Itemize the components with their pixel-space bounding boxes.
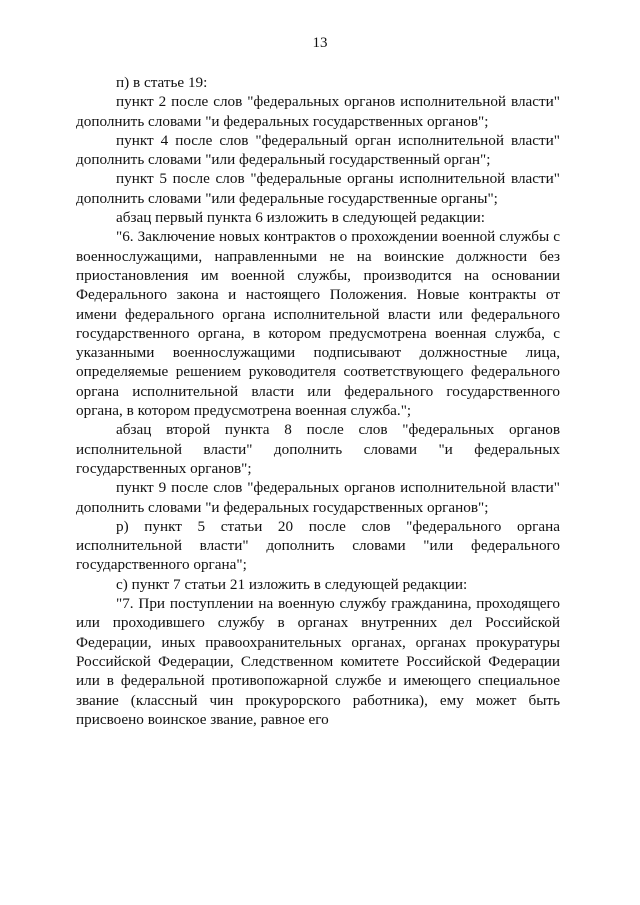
paragraph-point-7-text: "7. При поступлении на военную службу гражданина, проходящего или проходившего службу в органах внутренних дел Российской Федерации, иных правоохранительных органах, органах прокуратуры Российской Федерации, Следственном комитете Российской Федерации или в федеральной противопожарной службе и имеющего специальное звание (классный чин прокурорского работника), ему может быть присвоено воинское звание, равное его — [76, 595, 560, 728]
document-body — [76, 73, 560, 729]
paragraph-point-2: пункт 2 после слов "федеральных органов исполнительной власти" дополнить словами "и федеральных государственных органов"; — [76, 93, 560, 130]
paragraph-point-5: пункт 5 после слов "федеральные органы исполнительной власти" дополнить словами "или федеральные государственные органы"; — [76, 170, 560, 207]
paragraph-point-9: пункт 9 после слов "федеральных органов исполнительной власти" дополнить словами "и федеральных государственных органов"; — [76, 479, 560, 516]
paragraph-point-6-intro: абзац первый пункта 6 изложить в следующей редакции: — [116, 209, 486, 227]
page-number: 13 — [312, 35, 328, 51]
paragraph-item-r-article-20: р) пункт 5 статьи 20 после слов "федерального органа исполнительной власти" дополнить словами "или федерального государственного органа"; — [76, 517, 560, 574]
paragraph-point-8: абзац второй пункта 8 после слов "федеральных органов исполнительной власти" дополнить словами "и федеральных государственных органов"; — [76, 421, 560, 477]
paragraph-item-s-article-21: с) пункт 7 статьи 21 изложить в следующей редакции: — [116, 575, 468, 593]
paragraph-point-4: пункт 4 после слов "федеральный орган исполнительной власти" дополнить словами "или федеральный государственный орган"; — [76, 131, 560, 169]
paragraph-item-p-article-19: п) в статье 19: — [116, 74, 208, 91]
paragraph-point-6-text: "6. Заключение новых контрактов о прохождении военной службы с военнослужащими, направленными не на воинские должности без приостановления им военной службы, производится на основании Федерального закона и настоящего Положения. Новые контракты от имени федерального органа исполнительной власти или федерального государственного органа, в котором предусмотрена военная служба, с указанными военнослужащими подписывают должностные лица, определяемые решением руководителя соответствующего федерального органа исполнительной власти или федерального государственного органа, в котором предусмотрена военная служба."; — [76, 228, 560, 420]
